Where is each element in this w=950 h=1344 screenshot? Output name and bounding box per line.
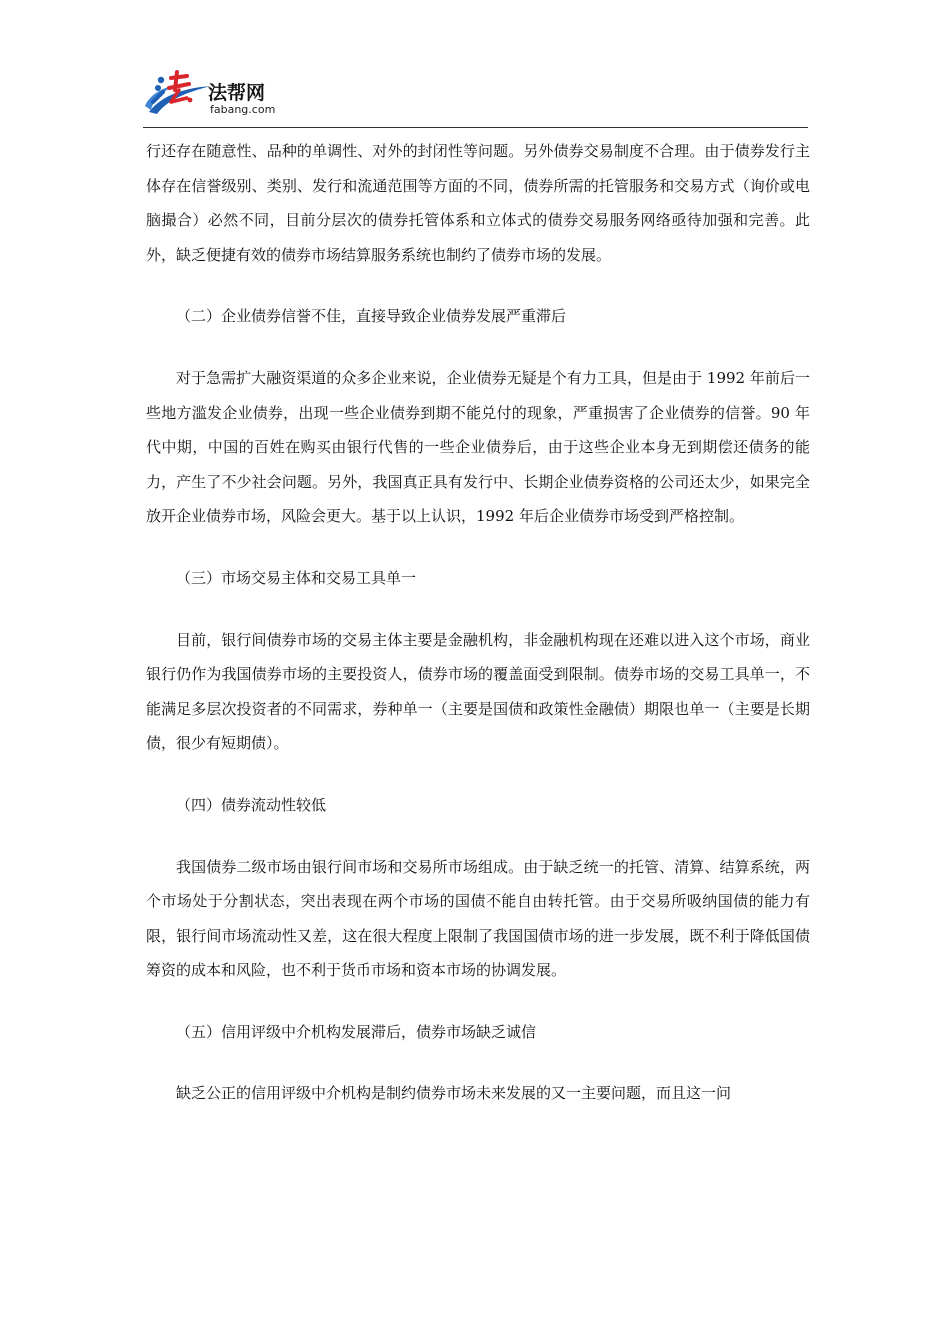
fabang-logo[interactable] bbox=[143, 66, 313, 126]
paragraph: 行还存在随意性、品种的单调性、对外的封闭性等问题。另外债券交易制度不合理。由于债券发行主体存在信誉级别、类别、发行和流通范围等方面的不同，债券所需的托管服务和交易方式（询价或电脑撮合）必然不同，目前分层次的债券托管体系和立体式的债券交易服务网络亟待加强和完善。此外，缺乏便捷有效的债券市场结算服务系统也制约了债券市场的发展。 bbox=[146, 142, 810, 264]
fabang-logo-icon bbox=[143, 66, 213, 126]
document-body bbox=[146, 134, 810, 1111]
section-heading: （二）企业债券信誉不佳，直接导致企业债券发展严重滞后 bbox=[176, 307, 567, 326]
paragraph: 我国债券二级市场由银行间市场和交易所市场组成。由于缺乏统一的托管、清算、结算系统，两个市场处于分割状态，突出表现在两个市场的国债不能自由转托管。由于交易所吸纳国债的能力有限，银行间市场流动性又差，这在很大程度上限制了我国国债市场的进一步发展，既不利于降低国债筹资的成本和风险，也不利于货币市场和资本市场的协调发展。 bbox=[146, 857, 810, 980]
paragraph: 对于急需扩大融资渠道的众多企业来说，企业债券无疑是个有力工具，但是由于 1992 年前后一些地方滥发企业债券，出现一些企业债券到期不能兑付的现象，严重损害了企业债券的信誉。90 年代中期，中国的百姓在购买由银行代售的一些企业债券后，由于这些企业本身无到期偿还债务的能力，产生了不少社会问题。另外，我国真正具有发行中、长期企业债券资格的公司还太少，如果完全放开企业债券市场，风险会更大。基于以上认识，1992 年后企业债券市场受到严格控制。 bbox=[146, 368, 810, 526]
section-heading: （三）市场交易主体和交易工具单一 bbox=[176, 568, 417, 587]
page-header bbox=[143, 66, 808, 126]
brand-domain: fabang.com bbox=[210, 103, 276, 116]
section-heading: （五）信用评级中介机构发展滞后，债券市场缺乏诚信 bbox=[176, 1022, 537, 1041]
section-heading: （四）债券流动性较低 bbox=[176, 795, 327, 814]
paragraph: 目前，银行间债券市场的交易主体主要是金融机构，非金融机构现在还难以进入这个市场，商业银行仍作为我国债券市场的主要投资人，债券市场的覆盖面受到限制。债券市场的交易工具单一，不能满足多层次投资者的不同需求，券种单一（主要是国债和政策性金融债）期限也单一（主要是长期债，很少有短期债）。 bbox=[146, 630, 810, 753]
header-divider bbox=[143, 127, 808, 128]
brand-name: 法帮网 bbox=[208, 82, 266, 104]
paragraph: 缺乏公正的信用评级中介机构是制约债券市场未来发展的又一主要问题，而且这一问 bbox=[176, 1084, 732, 1103]
